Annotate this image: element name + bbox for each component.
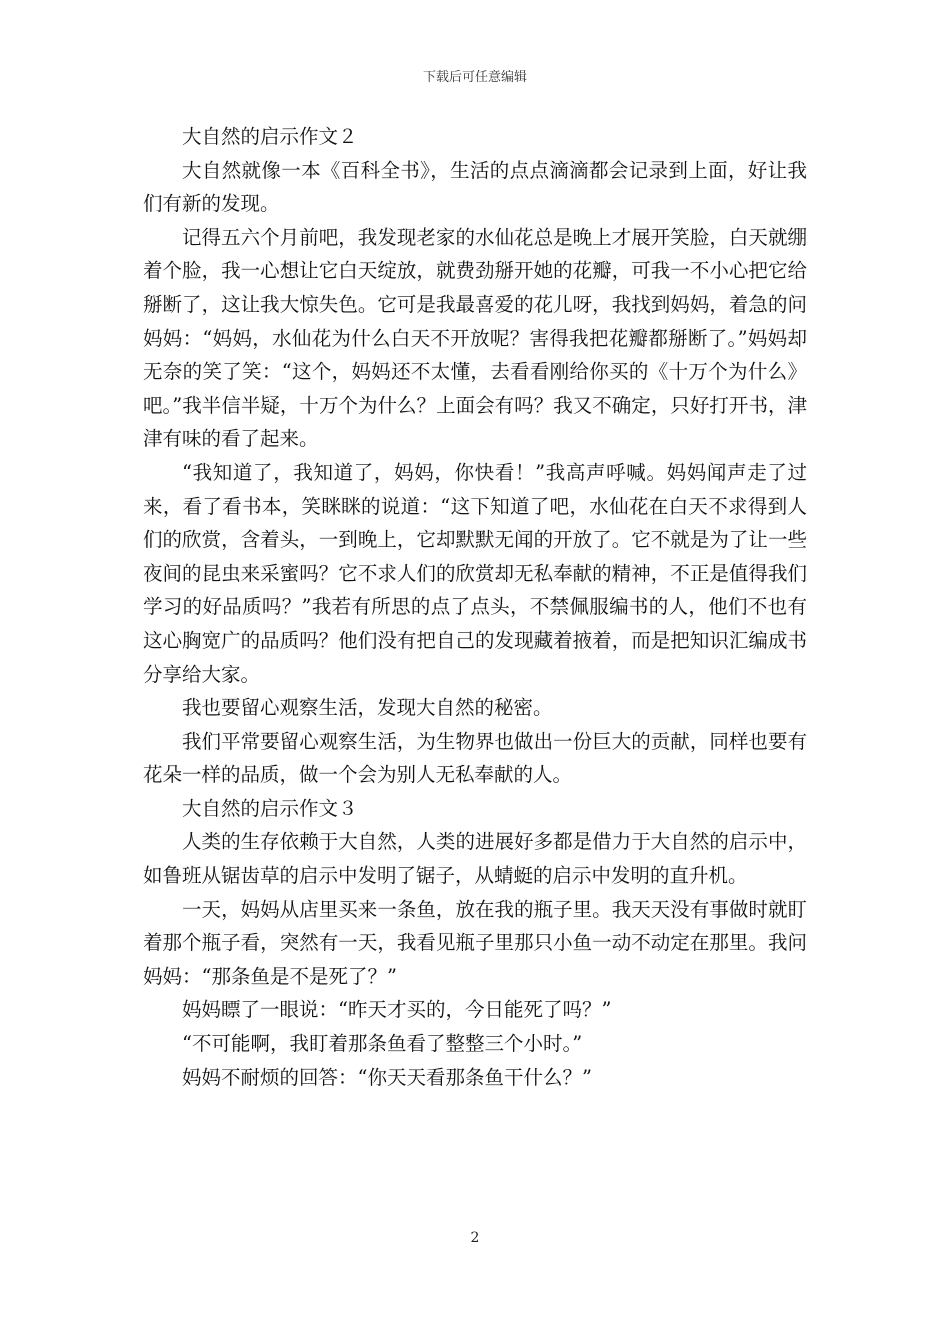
paragraph: “我知道了，我知道了，妈妈，你快看！”我高声呼喊。妈妈闻声走了过来，看了看书本，笑眯眯的说道：“这下知道了吧，水仙花在白天不求得到人们的欣赏，含着头，一到晚上，它却默默无闻的开放了。它不就是为了让一些夜间的昆虫来采蜜吗？它不求人们的欣赏却无私奉献的精神，不正是值得我们学习的好品质吗？”我若有所思的点了点头，不禁佩服编书的人，他们不也有这心胸宽广的品质吗？他们没有把自己的发现藏着掖着，而是把知识汇编成书分享给大家。 bbox=[143, 460, 807, 686]
paragraph: 妈妈瞟了一眼说：“昨天才买的，今日能死了吗？” bbox=[182, 998, 612, 1022]
paragraph: 一天，妈妈从店里买来一条鱼，放在我的瓶子里。我天天没有事做时就盯着那个瓶子看，突然有一天，我看见瓶子里那只小鱼一动不动定在那里。我问妈妈：“那条鱼是不是死了？” bbox=[143, 897, 807, 988]
page-number: 2 bbox=[470, 1230, 480, 1246]
paragraph: 记得五六个月前吧，我发现老家的水仙花总是晚上才展开笑脸，白天就绷着个脸，我一心想让它白天绽放，就费劲掰开她的花瓣，可我一不小心把它给掰断了，这让我大惊失色。它可是我最喜爱的花儿呀，我找到妈妈，着急的问妈妈：“妈妈，水仙花为什么白天不开放呢？害得我把花瓣都掰断了。”妈妈却无奈的笑了笑：“这个，妈妈还不太懂，去看看刚给你买的《十万个为什么》吧。”我半信半疑，十万个为什么？上面会有吗？我又不确定，只好打开书，津津有味的看了起来。 bbox=[143, 225, 807, 451]
paragraph: “不可能啊，我盯着那条鱼看了整整三个小时。” bbox=[182, 1032, 583, 1056]
paragraph: 妈妈不耐烦的回答：“你天天看那条鱼干什么？” bbox=[182, 1065, 592, 1089]
page-header: 下载后可任意编辑 bbox=[422, 70, 527, 85]
document-body bbox=[143, 120, 807, 1094]
paragraph: 我也要留心观察生活，发现大自然的秘密。 bbox=[182, 696, 553, 720]
section-title: 大自然的启示作文３ bbox=[182, 796, 358, 820]
paragraph: 人类的生存依赖于大自然，人类的进展好多都是借力于大自然的启示中，如鲁班从锯齿草的启示中发明了锯子，从蜻蜓的启示中发明的直升机。 bbox=[143, 830, 807, 888]
paragraph: 大自然就像一本《百科全书》，生活的点点滴滴都会记录到上面，好让我们有新的发现。 bbox=[143, 158, 807, 216]
paragraph: 我们平常要留心观察生活，为生物界也做出一份巨大的贡献，同样也要有花朵一样的品质，做一个会为别人无私奉献的人。 bbox=[143, 729, 807, 787]
section-title: 大自然的启示作文２ bbox=[182, 125, 358, 148]
